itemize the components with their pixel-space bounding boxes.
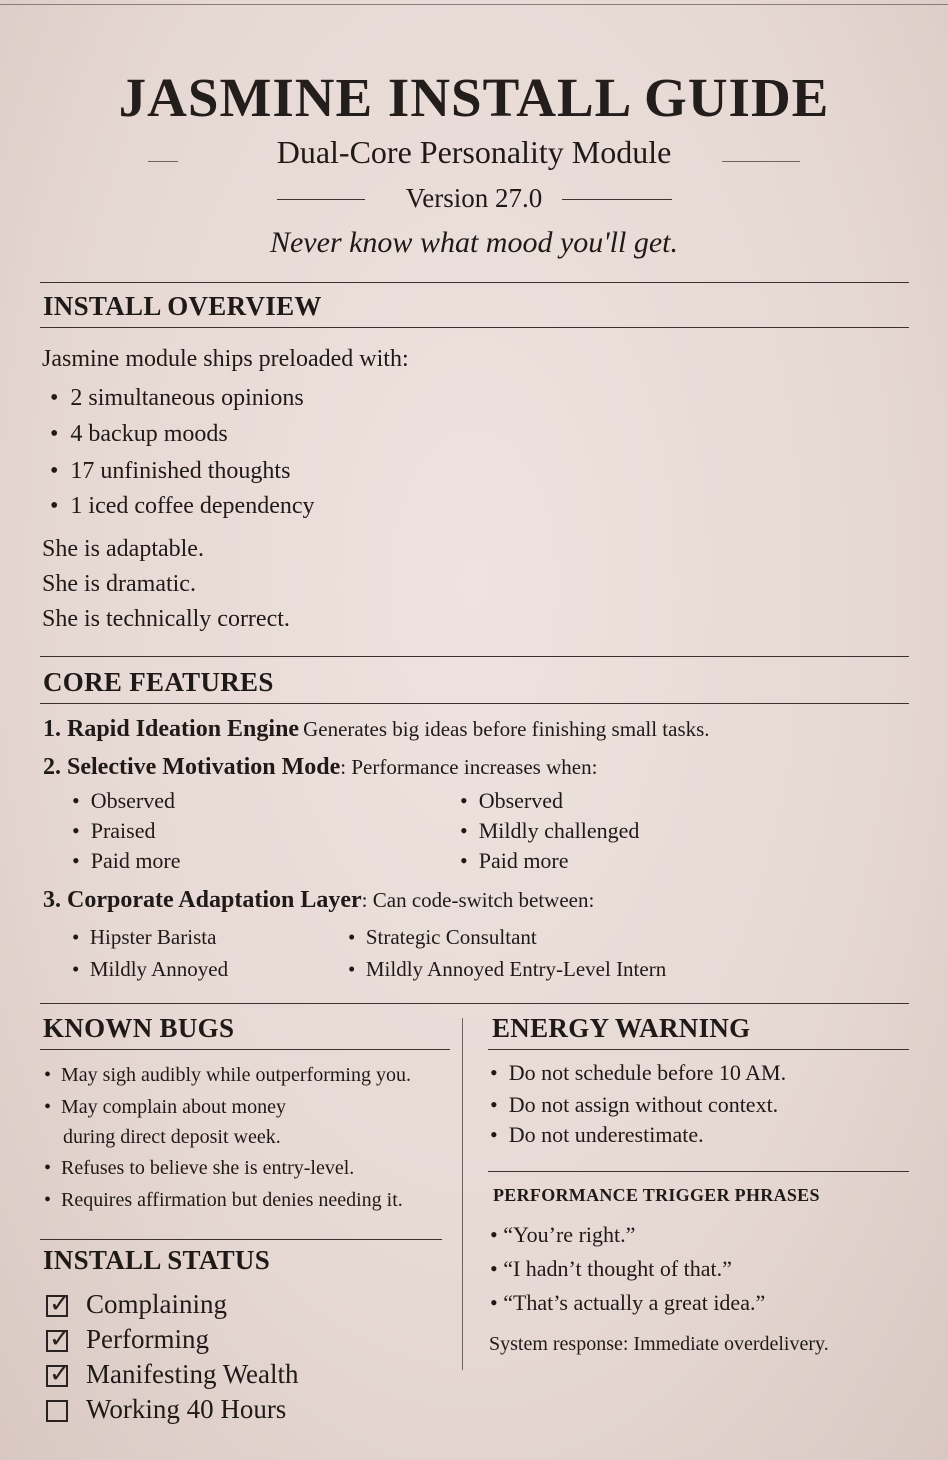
overview-intro: Jasmine module ships preloaded with:: [42, 346, 409, 372]
list-item: • Refuses to believe she is entry-level.: [44, 1157, 355, 1179]
list-item: • Paid more: [72, 848, 181, 873]
install-status-heading: INSTALL STATUS: [43, 1245, 271, 1275]
version-rule-right: [562, 199, 672, 200]
list-item: • “That’s actually a great idea.”: [490, 1290, 766, 1315]
system-response: System response: Immediate overdelivery.: [489, 1333, 829, 1355]
overview-line: She is dramatic.: [42, 571, 196, 597]
list-item: • Requires affirmation but denies needing it.: [44, 1189, 403, 1211]
install-overview-heading: INSTALL OVERVIEW: [43, 291, 322, 321]
column-divider: [462, 1018, 463, 1370]
list-item: • Mildly Annoyed: [72, 957, 229, 981]
feature-2: 2. Selective Motivation Mode: Performance increases when:: [43, 754, 598, 780]
status-label: Performing: [86, 1324, 209, 1354]
status-checkbox-working-40-hours[interactable]: [46, 1400, 68, 1422]
section-rule: [40, 656, 909, 657]
list-item-continuation: during direct deposit week.: [63, 1126, 281, 1148]
list-item: • Paid more: [460, 848, 569, 873]
section-rule: [40, 703, 909, 704]
list-item: • 17 unfinished thoughts: [50, 458, 291, 484]
list-item: • “You’re right.”: [490, 1222, 636, 1247]
overview-line: She is adaptable.: [42, 536, 204, 562]
status-label: Working 40 Hours: [86, 1394, 287, 1424]
status-checkbox-manifesting-wealth[interactable]: ✓: [46, 1365, 68, 1387]
section-rule: [40, 282, 909, 283]
section-rule: [40, 1239, 442, 1240]
status-checkbox-performing[interactable]: ✓: [46, 1330, 68, 1352]
section-rule: [488, 1171, 909, 1172]
section-rule: [40, 1049, 450, 1050]
list-item: • Mildly Annoyed Entry-Level Intern: [348, 957, 667, 981]
list-item: • Observed: [460, 788, 564, 813]
status-label: Complaining: [86, 1289, 227, 1319]
list-item: • 4 backup moods: [50, 421, 228, 447]
list-item: • 2 simultaneous opinions: [50, 385, 304, 411]
list-item: • Praised: [72, 818, 156, 843]
list-item: • “I hadn’t thought of that.”: [490, 1256, 732, 1281]
top-edge-rule: [0, 4, 948, 5]
list-item: • Mildly challenged: [460, 818, 640, 843]
page-title: JASMINE INSTALL GUIDE: [118, 67, 830, 128]
overview-line: She is technically correct.: [42, 606, 290, 632]
version-label: Version 27.0: [405, 183, 543, 213]
section-rule: [488, 1049, 909, 1050]
section-rule: [40, 327, 909, 328]
trigger-phrases-heading: PERFORMANCE TRIGGER PHRASES: [493, 1185, 820, 1205]
list-item: • Hipster Barista: [72, 925, 217, 949]
subtitle-rule-right: [722, 161, 800, 162]
list-item: • Do not assign without context.: [490, 1092, 779, 1117]
core-features-heading: CORE FEATURES: [43, 667, 274, 697]
list-item: • Observed: [72, 788, 176, 813]
tagline: Never know what mood you'll get.: [269, 226, 679, 259]
list-item: • Do not underestimate.: [490, 1122, 704, 1147]
status-label: Manifesting Wealth: [86, 1359, 299, 1389]
feature-3: 3. Corporate Adaptation Layer: Can code-switch between:: [43, 887, 595, 913]
section-rule: [40, 1003, 909, 1004]
feature-1: 1. Rapid Ideation Engine Generates big ideas before finishing small tasks.: [43, 716, 710, 742]
list-item: • Do not schedule before 10 AM.: [490, 1060, 787, 1085]
list-item: • Strategic Consultant: [348, 925, 537, 949]
list-item: • May complain about money: [44, 1096, 286, 1118]
list-item: • May sigh audibly while outperforming you.: [44, 1064, 411, 1086]
energy-warning-heading: ENERGY WARNING: [492, 1013, 751, 1043]
page-subtitle: Dual-Core Personality Module: [276, 134, 672, 170]
status-checkbox-complaining[interactable]: ✓: [46, 1295, 68, 1317]
list-item: • 1 iced coffee dependency: [50, 493, 315, 519]
known-bugs-heading: KNOWN BUGS: [43, 1013, 235, 1043]
